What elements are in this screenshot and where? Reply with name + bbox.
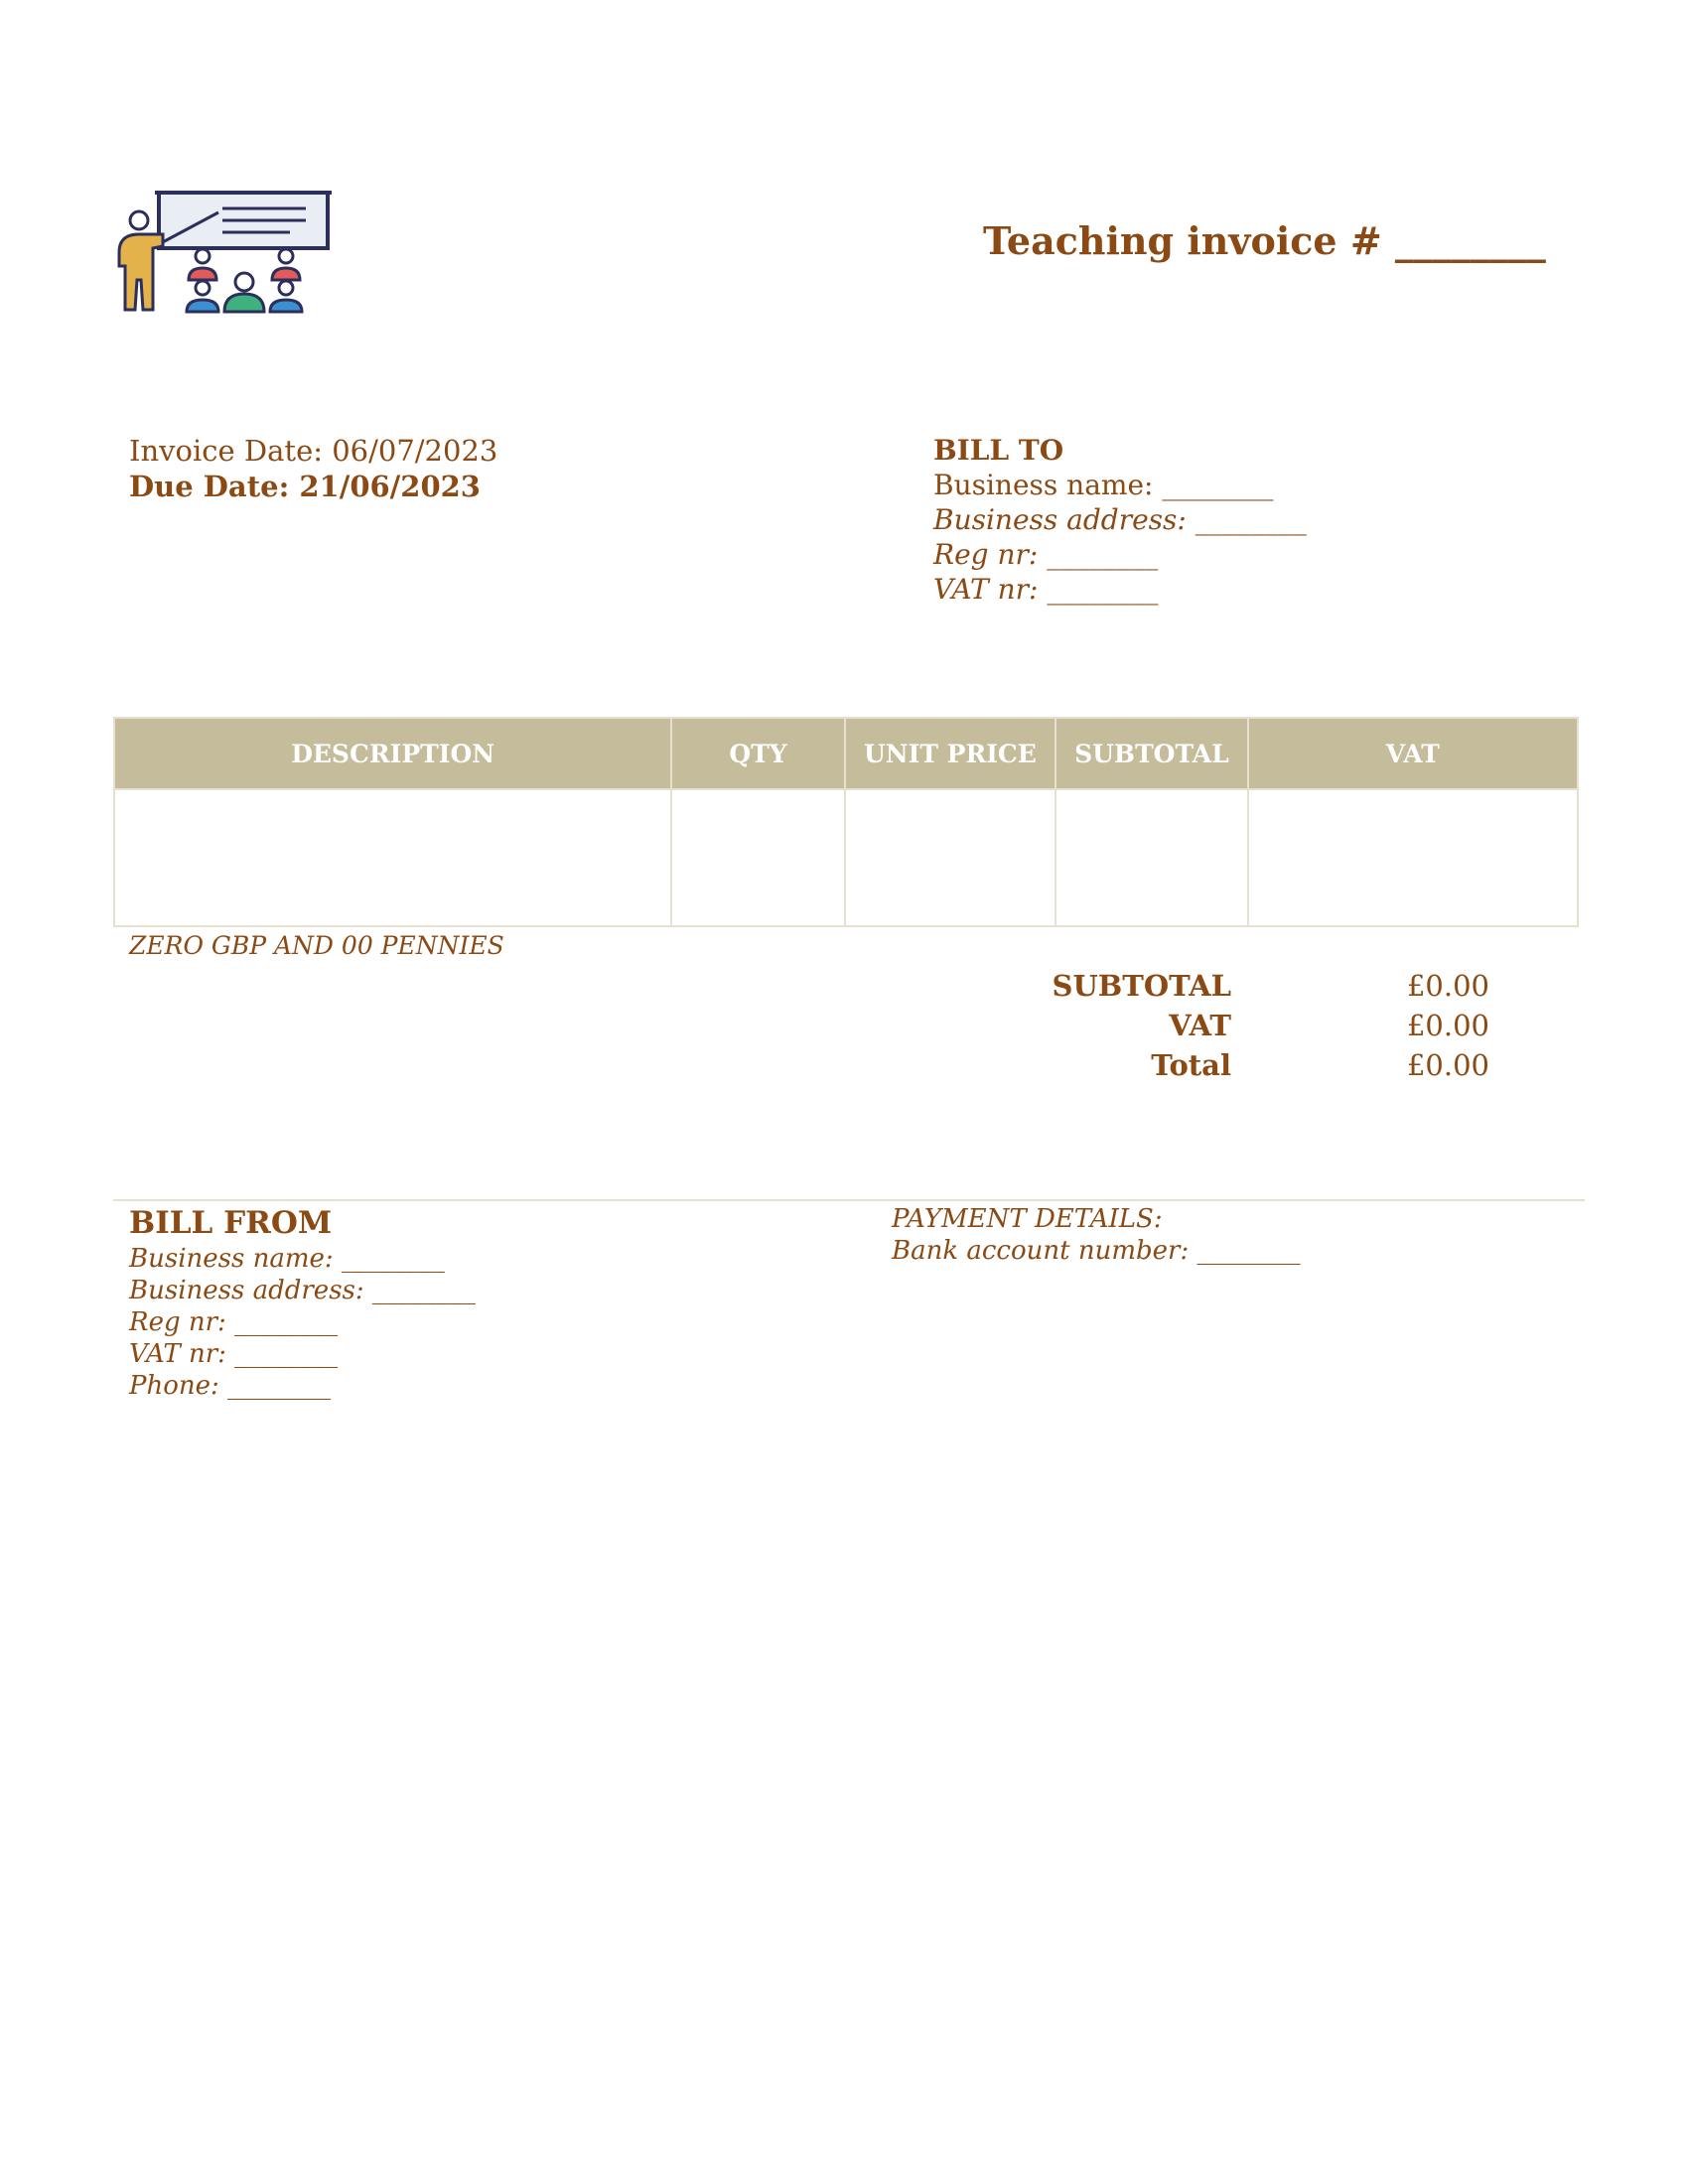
line-items-table bbox=[113, 717, 1579, 927]
bill-to-business-name: Business name: ________ bbox=[933, 469, 1274, 501]
table-header-row bbox=[114, 718, 1578, 789]
bill-to-reg-nr: Reg nr: ________ bbox=[933, 538, 1159, 571]
bill-from-section bbox=[129, 1203, 476, 1402]
cell-vat bbox=[1248, 789, 1578, 926]
section-divider bbox=[113, 1199, 1585, 1201]
bank-account-number: Bank account number: ________ bbox=[892, 1236, 1301, 1266]
vat-label: VAT bbox=[1169, 1009, 1231, 1042]
bill-to-vat-nr: VAT nr: ________ bbox=[933, 573, 1159, 606]
invoice-dates bbox=[129, 433, 497, 504]
column-header-subtotal: SUBTOTAL bbox=[1055, 718, 1248, 789]
bill-to-business-address: Business address: ________ bbox=[933, 503, 1307, 536]
column-header-qty: QTY bbox=[671, 718, 844, 789]
teacher-classroom-icon bbox=[111, 189, 335, 318]
bill-from-vat-nr: VAT nr: ________ bbox=[129, 1339, 339, 1369]
cell-unit-price bbox=[845, 789, 1055, 926]
bill-from-reg-nr: Reg nr: ________ bbox=[129, 1307, 339, 1337]
bill-from-business-name: Business name: ________ bbox=[129, 1244, 445, 1274]
invoice-title: Teaching invoice # ________ bbox=[983, 218, 1546, 263]
column-header-description: DESCRIPTION bbox=[114, 718, 671, 789]
total-value: £0.00 bbox=[1406, 1048, 1489, 1082]
table-row bbox=[114, 789, 1578, 926]
bill-to-heading: BILL TO bbox=[933, 434, 1064, 467]
subtotal-value: £0.00 bbox=[1406, 969, 1489, 1003]
bill-from-business-address: Business address: ________ bbox=[129, 1276, 476, 1305]
payment-details-section bbox=[892, 1203, 1300, 1267]
bill-from-phone: Phone: ________ bbox=[129, 1371, 332, 1401]
cell-subtotal bbox=[1055, 789, 1248, 926]
due-date: Due Date: 21/06/2023 bbox=[129, 470, 481, 503]
bill-from-heading: BILL FROM bbox=[129, 1205, 333, 1241]
payment-details-heading: PAYMENT DETAILS: bbox=[892, 1204, 1163, 1234]
bill-to-section bbox=[933, 433, 1307, 607]
column-header-vat: VAT bbox=[1248, 718, 1578, 789]
amount-in-words: ZERO GBP AND 00 PENNIES bbox=[129, 931, 504, 960]
subtotal-label: SUBTOTAL bbox=[1052, 969, 1231, 1003]
cell-qty bbox=[671, 789, 844, 926]
cell-description bbox=[114, 789, 671, 926]
column-header-unit-price: UNIT PRICE bbox=[845, 718, 1055, 789]
invoice-date: Invoice Date: 06/07/2023 bbox=[129, 434, 498, 468]
vat-value: £0.00 bbox=[1406, 1009, 1489, 1042]
total-label: Total bbox=[1151, 1048, 1231, 1082]
